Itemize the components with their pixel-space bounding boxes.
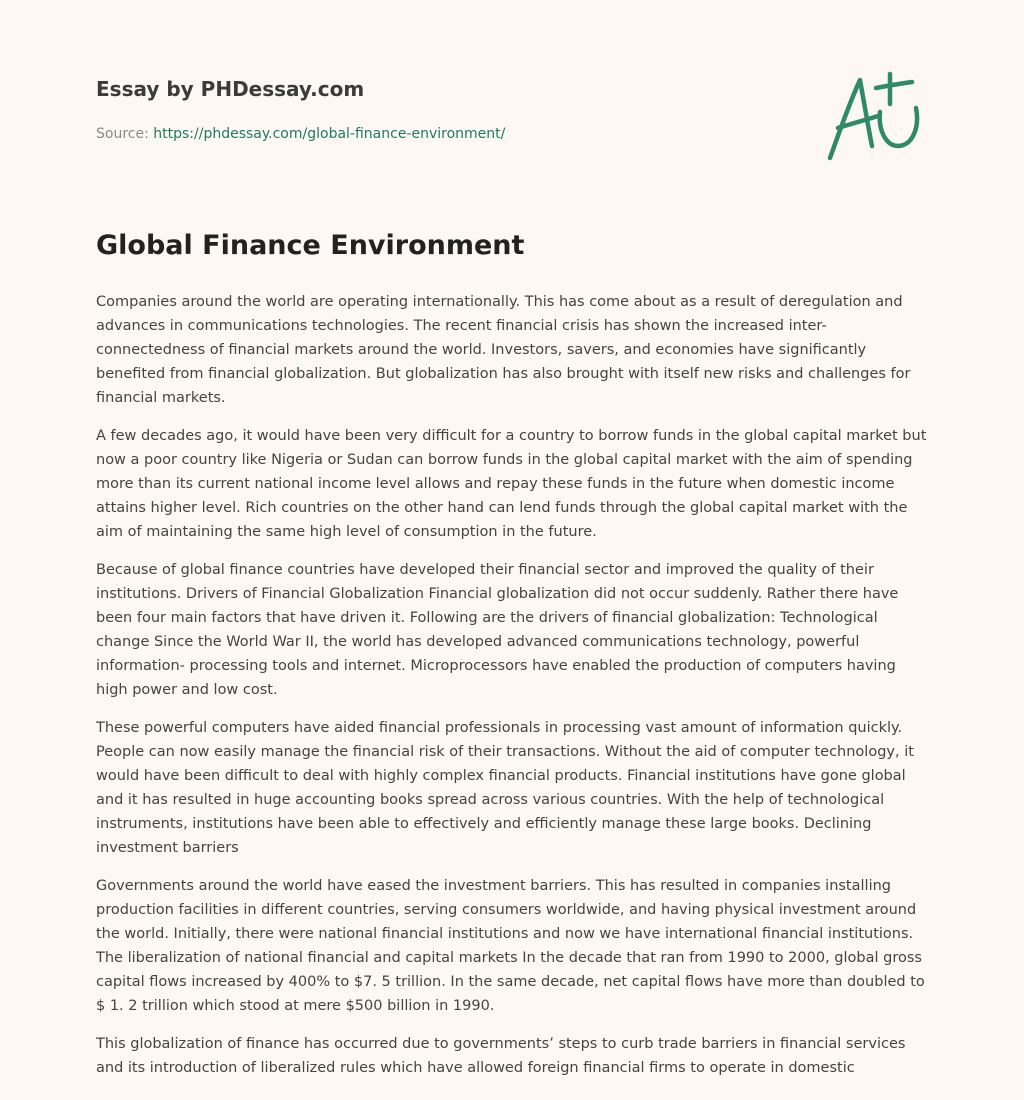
essay-paragraph: These powerful computers have aided financial professionals in processing vast amount of information quickly. People can now easily manage the financial risk of their transactions. Without the aid of computer technology, it would have been difficult to deal with highly complex financial products. Financial institutions have gone global and it has resulted in huge accounting books spread across various countries. With the help of technological instruments, institutions have been able to effectively and efficiently manage these large books. Declining investment barriers (96, 720, 914, 856)
essay-paragraph: Because of global finance countries have developed their financial sector and improved the quality of their institutions. Drivers of Financial Globalization Financial globalization did not occur suddenly. Rather there have been four main factors that have driven it. Following are the drivers of financial globalization: Technological change Since the World War II, the world has developed advanced communications technology, powerful information- processing tools and internet. Microprocessors have enabled the production of computers having high power and low cost. (96, 562, 899, 698)
essay-article (96, 226, 928, 1094)
essay-title: Global Finance Environment (96, 230, 525, 261)
essay-paragraph: This globalization of finance has occurred due to governments’ steps to curb trade barriers in financial services and its introduction of liberalized rules which have allowed foreign financial firms to operate in domestic (96, 1036, 906, 1076)
site-brand: Essay by PHDessay.com (96, 77, 365, 101)
page-header (96, 74, 796, 144)
essay-paragraph: Governments around the world have eased the investment barriers. This has resulted in companies installing production facilities in different countries, serving consumers worldwide, and having physical investment around the world. Initially, there were national financial institutions and now we have international financial institutions. The liberalization of national financial and capital markets In the decade that ran from 1990 to 2000, global gross capital flows increased by 400% to $7. 5 trillion. In the same decade, net capital flows have more than doubled to $ 1. 2 trillion which stood at mere $500 billion in 1990. (96, 878, 925, 1014)
essay-paragraph: A few decades ago, it would have been very difficult for a country to borrow funds in the global capital market but now a poor country like Nigeria or Sudan can borrow funds in the global capital market with the aim of spending more than its current national income level allows and repay these funds in the future when domestic income attains higher level. Rich countries on the other hand can lend funds through the global capital market with the aim of maintaining the same high level of consumption in the future. (96, 428, 927, 540)
source-line (96, 124, 796, 144)
essay-paragraph: Companies around the world are operating internationally. This has come about as a result of deregulation and advances in communications technologies. The recent financial crisis has shown the increased inter-connectedness of financial markets around the world. Investors, savers, and economies have significantly benefited from financial globalization. But globalization has also brought with itself new risks and challenges for financial markets. (96, 294, 911, 406)
source-link[interactable]: https://phdessay.com/global-finance-environment/ (153, 126, 506, 142)
source-label: Source: (96, 126, 149, 142)
a-plus-logo-icon (820, 66, 928, 166)
